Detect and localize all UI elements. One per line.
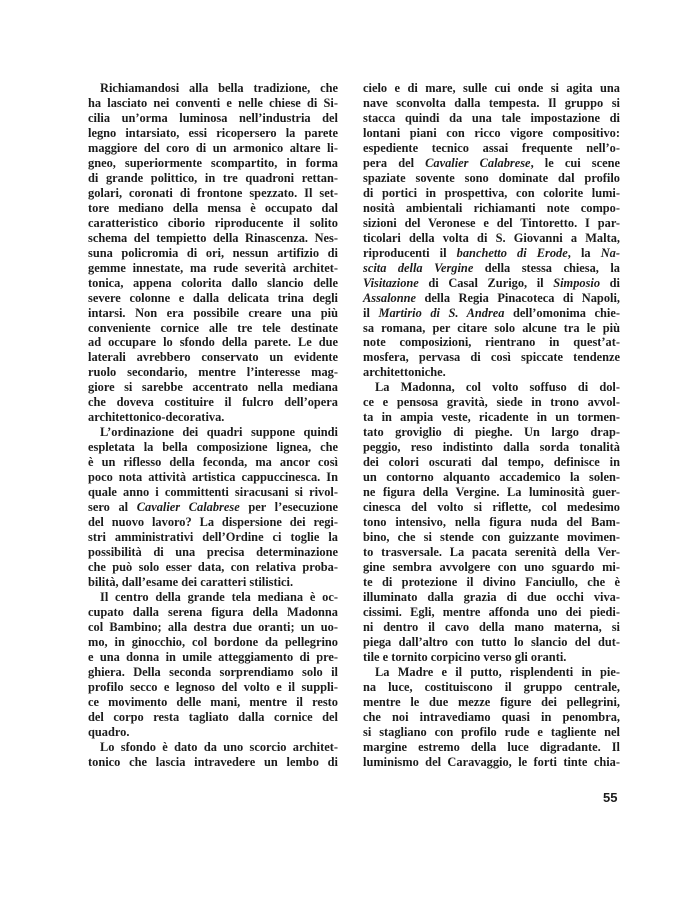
- text-line: laterali avrebbero conservato un evidente: [88, 350, 338, 365]
- text-line: tore mediano della mensa è occupato dal: [88, 200, 338, 215]
- text-span: pera del: [363, 155, 426, 170]
- text-line: ghiera. Della seconda sorprendiamo solo il: [88, 664, 338, 679]
- text-line: del nuovo lavoro? La dispersione dei regi-: [88, 515, 338, 530]
- text-line: mo, in ginocchio, col bordone da pellegrino: [88, 634, 338, 649]
- text-line: e una donna in umile atteggiamento di pre-: [88, 649, 338, 664]
- text-line: del corpo resta tagliato dalla cornice del: [88, 709, 338, 724]
- text-span: dell’omonima chie-: [504, 305, 620, 320]
- text-line: caratteristico ciborio riproducente il solito: [88, 215, 338, 230]
- text-line: espediente tecnico assai frequente nell’o-: [363, 140, 620, 155]
- text-line: sa romana, per citare solo alcune tra le più: [363, 320, 620, 335]
- text-line: che doveva costituire il fulcro dell’opera: [88, 395, 338, 410]
- text-span: della Regia Pinacoteca di Napoli,: [416, 290, 620, 305]
- italic-title: Cavalier Calabrese: [425, 155, 531, 170]
- text-line: tono intensivo, nella figura nuda del Bam-: [363, 515, 620, 530]
- text-line: tato groviglio di pieghe. Un largo drap-: [363, 425, 620, 440]
- paragraph: [88, 425, 338, 590]
- text-line: suna policromia di ori, nessun artifizio di: [88, 245, 338, 260]
- text-line: severe colonne e dalla delicata trina degli: [88, 290, 338, 305]
- text-line: [363, 306, 620, 321]
- text-line: ad occupare lo sfondo della parete. Le due: [88, 335, 338, 350]
- text-line: peggio, reso indistinto dalla sorda tonalità: [363, 440, 620, 455]
- text-line: to trasversale. La pacata serenità della Ver-: [363, 545, 620, 560]
- text-span: , le cui scene: [530, 155, 620, 170]
- text-line: [363, 276, 620, 291]
- text-line: quadro.: [88, 724, 130, 739]
- text-line: bino, che si stende con guizzante movimen-: [363, 530, 620, 545]
- italic-title: Simposio: [553, 275, 601, 290]
- text-line: ruolo secondario, mentre l’interesse mag-: [88, 365, 338, 380]
- text-line: legno intarsiato, essi ricopersero la parete: [88, 125, 338, 140]
- paragraph: [363, 665, 620, 770]
- text-line: Richiamandosi alla bella tradizione, che: [100, 81, 338, 95]
- text-line: L’ordinazione dei quadri suppone quindi: [100, 425, 338, 440]
- text-line: che noi intravediamo quasi in penombra,: [363, 709, 620, 724]
- text-line: nave sconvolta dalla tempesta. Il gruppo si: [363, 95, 620, 110]
- text-span: riproducenti il: [363, 245, 457, 260]
- text-span: della stessa chiesa, la: [473, 260, 620, 275]
- text-line: gneo, superiormente scompartito, in forma: [88, 155, 338, 170]
- text-line: ce movimento delle mani, mentre il resto: [88, 694, 338, 709]
- text-line: [363, 246, 620, 261]
- text-line: spaziate sovente sono dominate dal profilo: [363, 170, 620, 185]
- text-line: dei colori oscurati dal tempo, definisce in: [363, 455, 620, 470]
- text-line: conveniente cornice alle tre tele destinate: [88, 320, 338, 335]
- text-line: te di protezione il divino Fanciullo, che è: [363, 574, 620, 589]
- italic-title: Assalonne: [363, 290, 417, 305]
- text-line: Il centro della grande tela mediana è oc-: [100, 589, 338, 604]
- text-line: cilia un’orma luminosa nell’industria del: [88, 110, 338, 125]
- text-line: stri amministrativi dell’Ordine ci toglie la: [88, 530, 338, 545]
- text-line: piega dall’altro con tutto lo slancio del dut-: [363, 634, 620, 649]
- text-line: ticolari della volta di S. Giovanni a Malta,: [363, 230, 620, 245]
- text-line: che può solo esser data, con relativa proba-: [88, 560, 338, 574]
- text-line: cinesca del volto si riflette, col medesimo: [363, 500, 620, 515]
- italic-title: banchetto di Erode: [456, 245, 568, 260]
- italic-title: scita della Vergine: [363, 260, 474, 275]
- text-line: cupato dalla serena figura della Madonna: [88, 604, 338, 619]
- text-line: è un riflesso della feconda, ma ancor così: [88, 455, 338, 470]
- text-line: ce e pensosa gravità, siede in trono avvol-: [363, 395, 620, 410]
- text-line: maggiore del coro di un armonico altare li-: [88, 140, 338, 155]
- text-line: si stagliano con profilo rude e tagliente nel: [363, 724, 620, 739]
- text-line: espletata la bella composizione lignea, che: [88, 440, 338, 455]
- text-line: quale anno i committenti siracusani si rivol-: [88, 485, 338, 500]
- text-line: giore si sarebbe accentrato nella mediana: [88, 380, 338, 395]
- text-line: ha lasciato nei conventi e nelle chiese di Si-: [88, 95, 338, 110]
- text-line: un contorno alquanto accademico la solen-: [363, 470, 620, 485]
- page-number: 55: [603, 790, 618, 805]
- text-line: cielo e di mare, sulle cui onde si agita una: [363, 81, 620, 95]
- text-line: na luce, costituiscono il gruppo centrale,: [363, 679, 620, 694]
- text-line: mosfera, pervasa di così spiccate tendenze: [363, 350, 620, 365]
- text-line: col Bambino; alla destra due oranti; un uo-: [88, 619, 338, 634]
- paragraph: [88, 740, 338, 770]
- text-column-right: [363, 81, 620, 770]
- text-line: schema del tempietto della Rinascenza. Nes-: [88, 230, 338, 245]
- text-line: [363, 291, 620, 306]
- text-span: di: [600, 275, 620, 290]
- text-line: gemme innestate, ma rude severità architet-: [88, 260, 338, 275]
- text-line: di grande polittico, in tre quadroni rettan-: [88, 170, 338, 185]
- paragraph: [363, 380, 620, 664]
- paragraph: [363, 81, 620, 380]
- text-line: sizioni del Veronese e del Tintoretto. I par-: [363, 215, 620, 230]
- text-line: intarsi. Non era possibile creare una più: [88, 305, 338, 320]
- text-line: tile e tornito corpicino verso gli oranti.: [363, 649, 567, 664]
- text-line: ta in ampia veste, ricadente in un tormen-: [363, 410, 620, 425]
- text-span: sero al: [88, 500, 137, 515]
- italic-title: Na-: [600, 245, 620, 260]
- paragraph: [88, 590, 338, 740]
- text-line: La Madre e il putto, risplendenti in pie-: [375, 664, 620, 679]
- text-line: tonico che lascia intravedere un lembo di: [88, 754, 338, 769]
- text-line: poco nota attività artistica cappuccinesca. In: [88, 470, 338, 485]
- text-line: architettoniche.: [363, 365, 446, 380]
- paragraph: [88, 81, 338, 425]
- text-line: stacca quindi da una tale impostazione di: [363, 110, 620, 125]
- text-line: mentre le due mezze figure dei pellegrini,: [363, 694, 620, 709]
- text-line: [88, 500, 338, 515]
- text-line: lontani piani con ricco vigore compositivo:: [363, 125, 620, 140]
- text-line: ni dentro il cavo della mano materna, si: [363, 619, 620, 634]
- italic-title: Martirio di S. Andrea: [378, 305, 505, 320]
- text-line: luminismo del Caravaggio, le forti tinte chia-: [363, 754, 620, 769]
- text-line: cissimi. Egli, mentre affonda uno dei piedi-: [363, 604, 620, 619]
- text-line: illuminato dalla grazia di due occhi viva-: [363, 589, 620, 604]
- text-column-left: [88, 81, 338, 770]
- text-span: di Casal Zurigo, il: [418, 275, 554, 290]
- text-span: il: [363, 305, 379, 320]
- text-line: nosità ambientali richiamanti note compo-: [363, 200, 620, 215]
- text-line: Lo sfondo è dato da uno scorcio architet-: [100, 739, 338, 754]
- text-line: di portici in prospettiva, con colorite lumi-: [363, 185, 620, 200]
- text-line: profilo secco e legnoso del volto e il suppli-: [88, 679, 338, 694]
- italic-title: Visitazione: [363, 275, 419, 290]
- text-line: [363, 261, 620, 276]
- text-line: tonica, appena colorita dallo slancio delle: [88, 275, 338, 290]
- text-line: bilità, dall’esame dei caratteri stilistici.: [88, 574, 294, 589]
- text-span: per l’esecuzione: [239, 500, 338, 515]
- text-line: gine sembra avvolgere con uno sguardo mi-: [363, 560, 620, 574]
- text-span: , la: [567, 245, 601, 260]
- italic-title: Cavalier Calabrese: [136, 500, 240, 515]
- text-line: architettonico-decorativa.: [88, 410, 225, 425]
- text-line: [363, 156, 620, 171]
- text-line: note composizioni, rientrano in quest’at-: [363, 335, 620, 350]
- text-line: ne figura della Vergine. La luminosità guer-: [363, 485, 620, 500]
- text-line: margine estremo della luce digradante. Il: [363, 739, 620, 754]
- text-line: possibilità di una precisa determinazione: [88, 545, 338, 560]
- text-line: La Madonna, col volto soffuso di dol-: [375, 380, 620, 395]
- text-line: golari, coronati di frontone spezzato. Il set-: [88, 185, 338, 200]
